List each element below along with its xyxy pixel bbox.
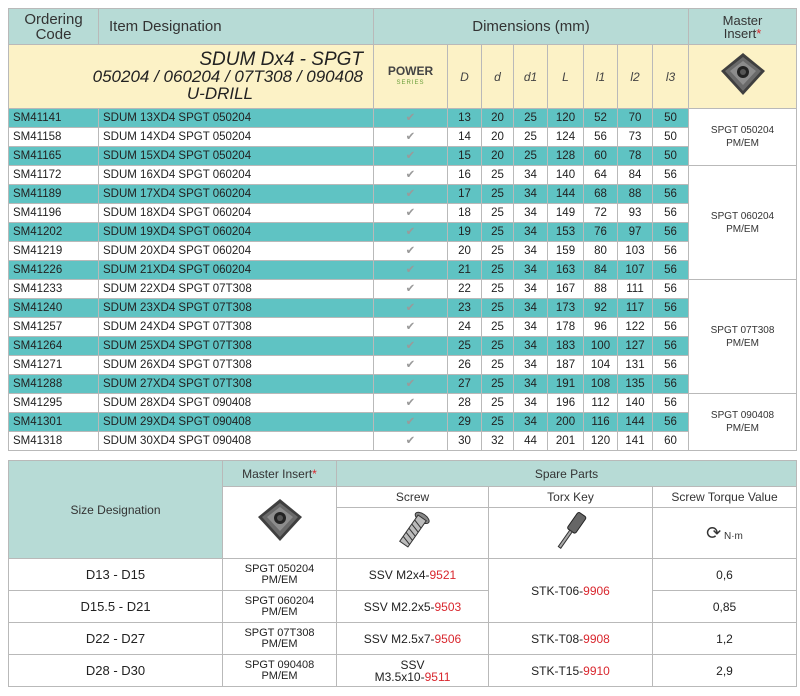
check-icon: ✔ — [374, 318, 448, 337]
dim-d1: 34 — [514, 242, 548, 261]
check-icon: ✔ — [374, 280, 448, 299]
dim-D: 30 — [448, 432, 482, 451]
table-row — [9, 261, 797, 280]
dim-L: 149 — [548, 204, 584, 223]
dim-d1: 34 — [514, 185, 548, 204]
torx-key-header: Torx Key — [489, 487, 653, 508]
dim-d1: 34 — [514, 375, 548, 394]
dim-l1: 60 — [584, 147, 618, 166]
item-designation: SDUM 14XD4 SPGT 050204 — [99, 128, 374, 147]
dim-d: 25 — [482, 394, 514, 413]
dim-l1: 108 — [584, 375, 618, 394]
size-designation: D28 - D30 — [9, 655, 223, 687]
dim-d: 25 — [482, 413, 514, 432]
dim-l2: 97 — [618, 223, 653, 242]
ordering-code: SM41295 — [9, 394, 99, 413]
dim-D: 14 — [448, 128, 482, 147]
size-designation-header: Size Designation — [9, 461, 223, 559]
master-insert-grade: PM/EM — [726, 138, 759, 149]
dim-L: 173 — [548, 299, 584, 318]
item-designation: SDUM 27XD4 SPGT 07T308 — [99, 375, 374, 394]
check-icon: ✔ — [374, 394, 448, 413]
master-insert-grade: PM/EM — [726, 337, 759, 349]
torx-key-part-number — [489, 559, 653, 623]
dim-d1: 34 — [514, 318, 548, 337]
master-insert-cell — [223, 591, 337, 623]
size-designation: D22 - D27 — [9, 623, 223, 655]
master-insert-code: SPGT 07T308 — [710, 324, 775, 336]
screw-header: Screw — [337, 487, 489, 508]
insert-icon — [718, 51, 768, 97]
screw-prefix: SSV M2x4- — [368, 567, 430, 582]
dim-l3: 56 — [653, 318, 689, 337]
dim-l3: 56 — [653, 356, 689, 375]
dim-d: 20 — [482, 147, 514, 166]
dim-d1: 34 — [514, 337, 548, 356]
dim-L: 159 — [548, 242, 584, 261]
dim-D: 27 — [448, 375, 482, 394]
table-row — [9, 413, 797, 432]
table-row — [9, 591, 797, 623]
dim-L: 144 — [548, 185, 584, 204]
master-insert-cell — [689, 166, 797, 280]
table-row — [9, 128, 797, 147]
screw-code: 9503 — [434, 599, 462, 614]
dim-d1: 34 — [514, 299, 548, 318]
title-line-3: U-DRILL — [186, 84, 253, 103]
ordering-code: SM41240 — [9, 299, 99, 318]
dim-l3: 56 — [653, 375, 689, 394]
master-insert-code: SPGT 07T308 — [244, 626, 315, 639]
screw-part-number — [337, 559, 489, 591]
dim-D: 21 — [448, 261, 482, 280]
master-insert-cell — [689, 394, 797, 451]
check-icon: ✔ — [374, 166, 448, 185]
screw-prefix: SSV — [400, 657, 425, 672]
dim-l2: 131 — [618, 356, 653, 375]
dim-d: 25 — [482, 356, 514, 375]
screw-line2 — [337, 671, 488, 683]
power-logo-text: POWER — [387, 63, 434, 78]
table-row — [9, 375, 797, 394]
ordering-code: SM41288 — [9, 375, 99, 394]
dim-D: 24 — [448, 318, 482, 337]
dim-L: 140 — [548, 166, 584, 185]
dim-D: 28 — [448, 394, 482, 413]
screw-image — [337, 508, 489, 559]
dim-D: 17 — [448, 185, 482, 204]
dim-l2: 117 — [618, 299, 653, 318]
item-designation: SDUM 26XD4 SPGT 07T308 — [99, 356, 374, 375]
dim-d1: 44 — [514, 432, 548, 451]
item-designation: SDUM 28XD4 SPGT 090408 — [99, 394, 374, 413]
table-row — [9, 147, 797, 166]
dim-l3: 50 — [653, 147, 689, 166]
dim-l1: 112 — [584, 394, 618, 413]
table-row — [9, 356, 797, 375]
ordering-code: SM41165 — [9, 147, 99, 166]
table-row — [9, 109, 797, 128]
dim-d: 20 — [482, 109, 514, 128]
dim-L: 201 — [548, 432, 584, 451]
torx-key-part-number — [489, 655, 653, 687]
dim-l2: 144 — [618, 413, 653, 432]
master-insert-header — [689, 9, 797, 45]
screw-size: M3.5x10- — [374, 669, 425, 684]
item-designation: SDUM 23XD4 SPGT 07T308 — [99, 299, 374, 318]
screw-code: 9511 — [424, 669, 451, 684]
dim-d: 20 — [482, 128, 514, 147]
screw-torque-value: 0,85 — [653, 591, 797, 623]
dim-l2: 88 — [618, 185, 653, 204]
dim-d1: 34 — [514, 356, 548, 375]
dim-L: 153 — [548, 223, 584, 242]
item-designation-header: Item Designation — [99, 9, 374, 45]
table-row — [9, 559, 797, 591]
item-designation: SDUM 17XD4 SPGT 060204 — [99, 185, 374, 204]
screw-prefix: SSV M2.2x5- — [363, 599, 435, 614]
item-designation: SDUM 20XD4 SPGT 060204 — [99, 242, 374, 261]
master-insert-code: SPGT 090408 — [710, 410, 775, 421]
ordering-code: SM41257 — [9, 318, 99, 337]
insert-image — [689, 45, 797, 109]
dim-D: 25 — [448, 337, 482, 356]
dim-l2: 84 — [618, 166, 653, 185]
master-insert-code: SPGT 090408 — [244, 658, 315, 671]
master-insert-code: SPGT 050204 — [244, 562, 315, 575]
dim-D: 15 — [448, 147, 482, 166]
screw-torque-value: 1,2 — [653, 623, 797, 655]
dim-l3: 56 — [653, 337, 689, 356]
item-designation: SDUM 29XD4 SPGT 090408 — [99, 413, 374, 432]
dim-d: 25 — [482, 337, 514, 356]
dim-header-l1: l1 — [584, 45, 618, 109]
screw-prefix: SSV M2.5x7- — [363, 631, 435, 646]
table-row — [9, 623, 797, 655]
screw-code: 9521 — [429, 567, 457, 582]
master-insert-header-2 — [223, 461, 337, 487]
dim-l3: 56 — [653, 242, 689, 261]
check-icon: ✔ — [374, 413, 448, 432]
dim-l3: 56 — [653, 261, 689, 280]
dim-L: 120 — [548, 109, 584, 128]
item-designation: SDUM 18XD4 SPGT 060204 — [99, 204, 374, 223]
dim-l1: 88 — [584, 280, 618, 299]
torx-key-icon — [551, 509, 591, 553]
table-row — [9, 337, 797, 356]
master-insert-cell — [223, 655, 337, 687]
dim-l3: 56 — [653, 413, 689, 432]
dim-l1: 76 — [584, 223, 618, 242]
dim-d1: 34 — [514, 204, 548, 223]
dim-D: 18 — [448, 204, 482, 223]
dim-l3: 56 — [653, 223, 689, 242]
dim-header-l3: l3 — [653, 45, 689, 109]
dim-L: 178 — [548, 318, 584, 337]
ordering-code: SM41172 — [9, 166, 99, 185]
spare-parts-table — [8, 460, 797, 687]
check-icon: ✔ — [374, 299, 448, 318]
insert-icon-2 — [255, 497, 305, 543]
check-icon: ✔ — [374, 356, 448, 375]
dim-l2: 111 — [618, 280, 653, 299]
ordering-code: SM41141 — [9, 109, 99, 128]
check-icon: ✔ — [374, 147, 448, 166]
ordering-code: SM41301 — [9, 413, 99, 432]
dim-header-d: d — [482, 45, 514, 109]
dim-header-D: D — [448, 45, 482, 109]
torque-image — [653, 508, 797, 559]
ordering-code: SM41264 — [9, 337, 99, 356]
screw-torque-value: 0,6 — [653, 559, 797, 591]
item-designation: SDUM 25XD4 SPGT 07T308 — [99, 337, 374, 356]
dim-D: 13 — [448, 109, 482, 128]
dim-D: 19 — [448, 223, 482, 242]
item-designation: SDUM 21XD4 SPGT 060204 — [99, 261, 374, 280]
dim-l1: 64 — [584, 166, 618, 185]
dim-d: 25 — [482, 299, 514, 318]
dim-l1: 92 — [584, 299, 618, 318]
check-icon: ✔ — [374, 375, 448, 394]
dim-l2: 107 — [618, 261, 653, 280]
ordering-code: SM41271 — [9, 356, 99, 375]
dim-D: 23 — [448, 299, 482, 318]
check-icon: ✔ — [374, 128, 448, 147]
dim-L: 187 — [548, 356, 584, 375]
torx-key-part-number — [489, 623, 653, 655]
ordering-code: SM41189 — [9, 185, 99, 204]
tool-dimensions-table — [8, 8, 797, 451]
dim-l3: 56 — [653, 299, 689, 318]
master-insert-grade: PM/EM — [261, 669, 298, 682]
dim-header-l2: l2 — [618, 45, 653, 109]
table-row — [9, 394, 797, 413]
ordering-code: SM41226 — [9, 261, 99, 280]
screw-torque-value: 2,9 — [653, 655, 797, 687]
asterisk: * — [756, 25, 762, 41]
table-row — [9, 318, 797, 337]
ordering-code-header: Ordering Code — [9, 9, 99, 45]
screw-icon — [393, 509, 433, 553]
dim-header-d1: d1 — [514, 45, 548, 109]
table-row — [9, 166, 797, 185]
ordering-code: SM41196 — [9, 204, 99, 223]
dim-d: 25 — [482, 318, 514, 337]
screw-part-number — [337, 623, 489, 655]
dim-l2: 103 — [618, 242, 653, 261]
ordering-code: SM41233 — [9, 280, 99, 299]
dim-L: 196 — [548, 394, 584, 413]
dim-d1: 34 — [514, 166, 548, 185]
check-icon: ✔ — [374, 204, 448, 223]
master-insert-code: SPGT 050204 — [710, 125, 775, 136]
dim-d1: 25 — [514, 147, 548, 166]
dim-L: 124 — [548, 128, 584, 147]
dim-L: 200 — [548, 413, 584, 432]
master-insert-cell — [689, 109, 797, 166]
ordering-code: SM41202 — [9, 223, 99, 242]
torx-key-code: 9908 — [583, 631, 610, 646]
dim-l2: 78 — [618, 147, 653, 166]
check-icon: ✔ — [374, 109, 448, 128]
size-designation: D13 - D15 — [9, 559, 223, 591]
master-insert-cell — [689, 280, 797, 394]
dim-L: 191 — [548, 375, 584, 394]
dim-l2: 127 — [618, 337, 653, 356]
dim-d1: 34 — [514, 261, 548, 280]
screw-code: 9506 — [434, 631, 462, 646]
master-insert-header-label: Master Insert — [722, 12, 763, 41]
dim-d1: 25 — [514, 128, 548, 147]
check-icon: ✔ — [374, 242, 448, 261]
dim-d: 25 — [482, 166, 514, 185]
dim-d1: 34 — [514, 413, 548, 432]
dim-l1: 120 — [584, 432, 618, 451]
dim-d1: 34 — [514, 394, 548, 413]
dim-l3: 56 — [653, 280, 689, 299]
dim-l1: 56 — [584, 128, 618, 147]
dim-d: 25 — [482, 185, 514, 204]
item-designation: SDUM 22XD4 SPGT 07T308 — [99, 280, 374, 299]
master-insert-grade: PM/EM — [726, 223, 759, 235]
screw-torque-header: Screw Torque Value — [653, 487, 797, 508]
torque-icon: ⟳ — [706, 522, 722, 543]
master-insert-grade: PM/EM — [261, 637, 298, 650]
dim-d: 32 — [482, 432, 514, 451]
dim-l1: 72 — [584, 204, 618, 223]
dim-l1: 104 — [584, 356, 618, 375]
dim-l2: 141 — [618, 432, 653, 451]
dim-l3: 56 — [653, 204, 689, 223]
screw-part-number — [337, 591, 489, 623]
dim-l2: 70 — [618, 109, 653, 128]
dim-L: 128 — [548, 147, 584, 166]
master-insert-cell — [223, 559, 337, 591]
power-series-logo — [374, 45, 448, 109]
dim-d: 25 — [482, 242, 514, 261]
check-icon: ✔ — [374, 223, 448, 242]
item-designation: SDUM 30XD4 SPGT 090408 — [99, 432, 374, 451]
dim-L: 163 — [548, 261, 584, 280]
dim-d1: 34 — [514, 223, 548, 242]
dim-l3: 56 — [653, 394, 689, 413]
dim-l3: 56 — [653, 185, 689, 204]
master-insert-code: SPGT 060204 — [244, 594, 315, 607]
dim-d: 25 — [482, 223, 514, 242]
dim-d: 25 — [482, 261, 514, 280]
check-icon: ✔ — [374, 432, 448, 451]
dim-l1: 116 — [584, 413, 618, 432]
item-designation: SDUM 19XD4 SPGT 060204 — [99, 223, 374, 242]
check-icon: ✔ — [374, 261, 448, 280]
dim-d: 25 — [482, 375, 514, 394]
dim-l1: 68 — [584, 185, 618, 204]
ordering-code: SM41318 — [9, 432, 99, 451]
torque-unit: N·m — [724, 530, 743, 542]
dim-l1: 100 — [584, 337, 618, 356]
dim-l2: 140 — [618, 394, 653, 413]
title-line-1: SDUM Dx4 - SPGT — [199, 49, 363, 70]
check-icon: ✔ — [374, 185, 448, 204]
insert-image-2 — [223, 487, 337, 559]
dim-d1: 34 — [514, 280, 548, 299]
table-row — [9, 204, 797, 223]
dim-l1: 80 — [584, 242, 618, 261]
ordering-code: SM41219 — [9, 242, 99, 261]
dim-l3: 56 — [653, 166, 689, 185]
dim-l3: 50 — [653, 109, 689, 128]
table-row — [9, 242, 797, 261]
dim-d: 25 — [482, 280, 514, 299]
torx-key-prefix: STK-T08- — [531, 631, 584, 646]
ordering-code: SM41158 — [9, 128, 99, 147]
product-title — [9, 45, 374, 109]
item-designation: SDUM 24XD4 SPGT 07T308 — [99, 318, 374, 337]
dim-l1: 52 — [584, 109, 618, 128]
torx-key-image — [489, 508, 653, 559]
dim-l2: 122 — [618, 318, 653, 337]
master-insert-grade: PM/EM — [726, 423, 759, 434]
dim-l3: 60 — [653, 432, 689, 451]
dimensions-header: Dimensions (mm) — [374, 9, 689, 45]
table-row — [9, 185, 797, 204]
title-line-2: 050204 / 060204 / 07T308 / 090408 — [92, 67, 363, 86]
master-insert-grade: PM/EM — [261, 605, 298, 618]
dim-D: 29 — [448, 413, 482, 432]
table-row — [9, 280, 797, 299]
dim-header-L: L — [548, 45, 584, 109]
table-row — [9, 223, 797, 242]
dim-l2: 135 — [618, 375, 653, 394]
dim-l1: 84 — [584, 261, 618, 280]
item-designation: SDUM 13XD4 SPGT 050204 — [99, 109, 374, 128]
screw-part-number — [337, 655, 489, 687]
master-insert-cell — [223, 623, 337, 655]
check-icon: ✔ — [374, 337, 448, 356]
dim-L: 183 — [548, 337, 584, 356]
torx-key-prefix: STK-T06- — [531, 583, 584, 598]
master-insert-grade: PM/EM — [261, 573, 298, 586]
dim-l3: 50 — [653, 128, 689, 147]
dim-l1: 96 — [584, 318, 618, 337]
torx-key-code: 9906 — [583, 583, 610, 598]
torx-key-prefix: STK-T15- — [531, 663, 584, 678]
dim-D: 16 — [448, 166, 482, 185]
spare-parts-header: Spare Parts — [337, 461, 797, 487]
item-designation: SDUM 16XD4 SPGT 060204 — [99, 166, 374, 185]
table-row — [9, 655, 797, 687]
dim-D: 26 — [448, 356, 482, 375]
dim-d1: 25 — [514, 109, 548, 128]
dim-D: 20 — [448, 242, 482, 261]
torx-key-code: 9910 — [583, 663, 610, 678]
dim-d: 25 — [482, 204, 514, 223]
master-insert-header-2-label: Master Insert — [242, 466, 313, 481]
dim-D: 22 — [448, 280, 482, 299]
dim-L: 167 — [548, 280, 584, 299]
dim-l2: 93 — [618, 204, 653, 223]
item-designation: SDUM 15XD4 SPGT 050204 — [99, 147, 374, 166]
table-row — [9, 299, 797, 318]
master-insert-code: SPGT 060204 — [710, 210, 775, 222]
table-row — [9, 432, 797, 451]
size-designation: D15.5 - D21 — [9, 591, 223, 623]
power-logo-series: SERIES — [396, 79, 425, 86]
dim-l2: 73 — [618, 128, 653, 147]
asterisk-2: * — [312, 466, 317, 481]
